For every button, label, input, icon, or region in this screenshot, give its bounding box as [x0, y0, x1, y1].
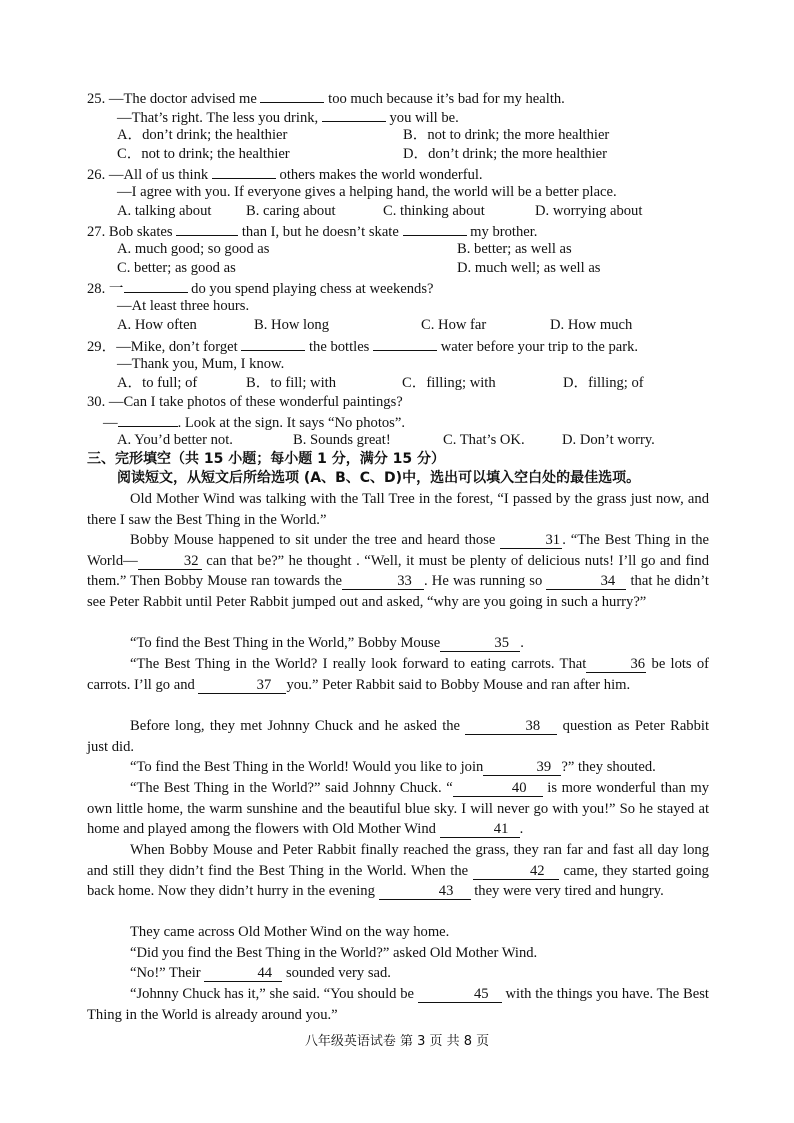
answer-blank[interactable] — [260, 88, 324, 103]
blank-45[interactable]: 45 — [418, 986, 502, 1003]
question-30-line1: 30. —Can I take photos of these wonderful paintings? — [87, 394, 403, 410]
question-text: you will be. — [389, 110, 459, 126]
passage-paragraph: Old Mother Wind was talking with the Tall Tree in the forest, “I passed by the grass just now, and there I saw the Best Thing in the World.” — [87, 491, 709, 528]
option-d: D．filling; of — [563, 375, 644, 391]
option-d: D．don’t drink; the more healthier — [403, 146, 607, 162]
passage-text: is more wonderful than my own little home, the warm sunshine and the beautiful blue sky. I will never go with you!” So he stayed at home and played among the flowers with Old Mother Wind — [87, 780, 709, 838]
answer-blank[interactable] — [322, 107, 386, 122]
question-28-line2: —At least three hours. — [117, 298, 250, 314]
passage-paragraph — [87, 757, 709, 778]
question-text: water before your trip to the park. — [440, 339, 639, 355]
answer-blank[interactable] — [403, 221, 467, 236]
passage-text: . He was running so — [424, 573, 543, 590]
passage-text: ?” they shouted. — [561, 759, 656, 775]
question-text: 27. Bob skates — [87, 224, 173, 240]
passage-paragraph: “Did you find the Best Thing in the World?” asked Old Mother Wind. — [130, 945, 538, 961]
option-a: A. much good; so good as — [117, 241, 270, 257]
answer-blank[interactable] — [212, 164, 276, 179]
passage-text: Bobby Mouse happened to sit under the tree and heard those — [130, 532, 496, 548]
blank-40[interactable]: 40 — [453, 780, 543, 797]
question-25-line1 — [87, 88, 565, 109]
passage-text: question as Peter Rabbit just did. — [87, 718, 710, 755]
option-d: D. Don’t worry. — [562, 432, 655, 448]
question-27-line1 — [87, 221, 537, 242]
passage-paragraph — [87, 984, 709, 1025]
option-d: D. much well; as well as — [457, 260, 601, 276]
blank-35[interactable]: 35 — [440, 635, 520, 652]
option-a: A. talking about — [117, 203, 212, 219]
blank-31[interactable]: 31 — [500, 532, 562, 549]
passage-paragraph — [87, 840, 709, 902]
question-number: 25. — [87, 91, 106, 107]
question-text: my brother. — [470, 224, 538, 240]
option-d: D. How much — [550, 317, 633, 333]
passage-paragraph — [87, 654, 709, 695]
passage-text: “The Best Thing in the World?” said Johnny Chuck. “ — [130, 780, 453, 796]
question-text: 29．—Mike, don’t forget — [87, 339, 238, 355]
option-b: B. better; as well as — [457, 241, 572, 257]
passage-text: . — [519, 821, 524, 838]
blank-44[interactable]: 44 — [204, 965, 282, 982]
blank-38[interactable]: 38 — [465, 718, 557, 735]
passage-paragraph — [87, 633, 709, 654]
passage-text: When Bobby Mouse and Peter Rabbit finally reached the grass, they ran far and fast all day long and still they didn’t find the Best Thing in the World. When the — [87, 842, 709, 879]
blank-33[interactable]: 33 — [342, 573, 424, 590]
passage-text: can that be?” he thought . “Well, it must be plenty of delicious nuts! I’ll go and find them.” Then Bobby Mouse ran towards the — [87, 552, 710, 590]
question-26-line2: —I agree with you. If everyone gives a helping hand, the world will be a better place. — [117, 184, 617, 200]
question-text: do you spend playing chess at weekends? — [191, 281, 434, 297]
question-text: —That’s right. The less you drink, — [117, 110, 319, 126]
blank-39[interactable]: 39 — [483, 759, 561, 776]
question-29-line1 — [87, 336, 638, 357]
passage-text: sounded very sad. — [285, 965, 391, 981]
passage-paragraph — [87, 963, 709, 984]
option-c: C．filling; with — [402, 375, 496, 391]
option-b: B. Sounds great! — [293, 432, 391, 448]
passage-paragraph — [87, 530, 709, 613]
passage-text: that he didn’t see Peter Rabbit until Peter Rabbit jumped out and asked, “why are you going in such a hurry?” — [87, 573, 709, 611]
option-d: D. worrying about — [535, 203, 643, 219]
passage-text: you.” Peter Rabbit said to Bobby Mouse and ran after him. — [286, 676, 631, 693]
option-c: C. That’s OK. — [443, 432, 525, 448]
passage-text: Before long, they met Johnny Chuck and he asked the — [130, 718, 461, 734]
answer-blank[interactable] — [118, 412, 178, 427]
question-text: than I, but he doesn’t skate — [241, 224, 399, 240]
blank-43[interactable]: 43 — [379, 883, 471, 900]
blank-32[interactable]: 32 — [138, 553, 202, 570]
option-b: B. caring about — [246, 203, 336, 219]
passage-paragraph — [87, 778, 709, 840]
question-text: —The doctor advised me — [108, 91, 257, 107]
blank-34[interactable]: 34 — [546, 573, 626, 590]
question-25-line2 — [117, 107, 459, 128]
option-a: A. How often — [117, 317, 197, 333]
option-b: B．not to drink; the more healthier — [403, 127, 610, 143]
passage-paragraph — [87, 716, 709, 757]
option-a: A．to full; of — [117, 375, 198, 391]
question-text: others makes the world wonderful. — [279, 167, 483, 183]
question-text: too much because it’s bad for my health. — [328, 91, 565, 107]
option-a: A. You’d better not. — [117, 432, 233, 448]
question-text: the bottles — [308, 339, 370, 355]
answer-blank[interactable] — [176, 221, 238, 236]
question-text: 28. 一 — [87, 281, 124, 297]
question-26-line1 — [87, 164, 483, 185]
passage-paragraph: They came across Old Mother Wind on the way home. — [130, 924, 450, 940]
blank-42[interactable]: 42 — [473, 863, 559, 880]
answer-blank[interactable] — [373, 336, 437, 351]
passage-text: came, they started going back home. Now they didn’t hurry in the evening — [87, 862, 709, 900]
passage-text: “The Best Thing in the World? I really look forward to eating carrots. That — [130, 656, 587, 672]
option-b: B．to fill; with — [246, 375, 336, 391]
question-30-line2 — [103, 412, 405, 433]
passage-text: “Johnny Chuck has it,” she said. “You should be — [130, 986, 414, 1002]
passage-text: “To find the Best Thing in the World,” Bobby Mouse — [130, 635, 441, 651]
option-c: C. thinking about — [383, 203, 485, 219]
section-instruction: 阅读短文，从短文后所给选项 (A、B、C、D)中，选出可以填入空白处的最佳选项。 — [117, 470, 641, 486]
answer-blank[interactable] — [241, 336, 305, 351]
question-29-line2: —Thank you, Mum, I know. — [117, 356, 285, 372]
option-a: A．don’t drink; the healthier — [117, 127, 288, 143]
page-footer: 八年级英语试卷 第 3 页 共 8 页 — [304, 1034, 490, 1049]
option-c: C. How far — [421, 317, 487, 333]
section-title: 三、完形填空（共 15 小题；每小题 1 分，满分 15 分） — [87, 451, 445, 467]
answer-blank[interactable] — [124, 278, 188, 293]
blank-41[interactable]: 41 — [440, 821, 520, 838]
passage-text: . — [520, 635, 524, 651]
question-text: 26. —All of us think — [87, 167, 209, 183]
blank-36[interactable]: 36 — [586, 656, 646, 673]
passage-text: be lots of carrots. I’ll go and — [87, 656, 709, 693]
option-c: C．not to drink; the healthier — [117, 146, 290, 162]
passage-text: “To find the Best Thing in the World! Would you like to join — [130, 759, 484, 775]
passage-text: they were very tired and hungry. — [474, 883, 664, 900]
passage-text: “No!” Their — [130, 965, 201, 981]
question-28-line1 — [87, 278, 434, 299]
passage-text: . “The Best Thing in the World— — [87, 532, 709, 569]
passage-text: with the things you have. The Best Thing in the World is already around you.” — [87, 986, 709, 1023]
question-text: . Look at the sign. It says “No photos”. — [177, 415, 405, 431]
blank-37[interactable]: 37 — [198, 677, 286, 694]
question-text: — — [103, 415, 118, 431]
option-b: B. How long — [254, 317, 329, 333]
option-c: C. better; as good as — [117, 260, 236, 276]
